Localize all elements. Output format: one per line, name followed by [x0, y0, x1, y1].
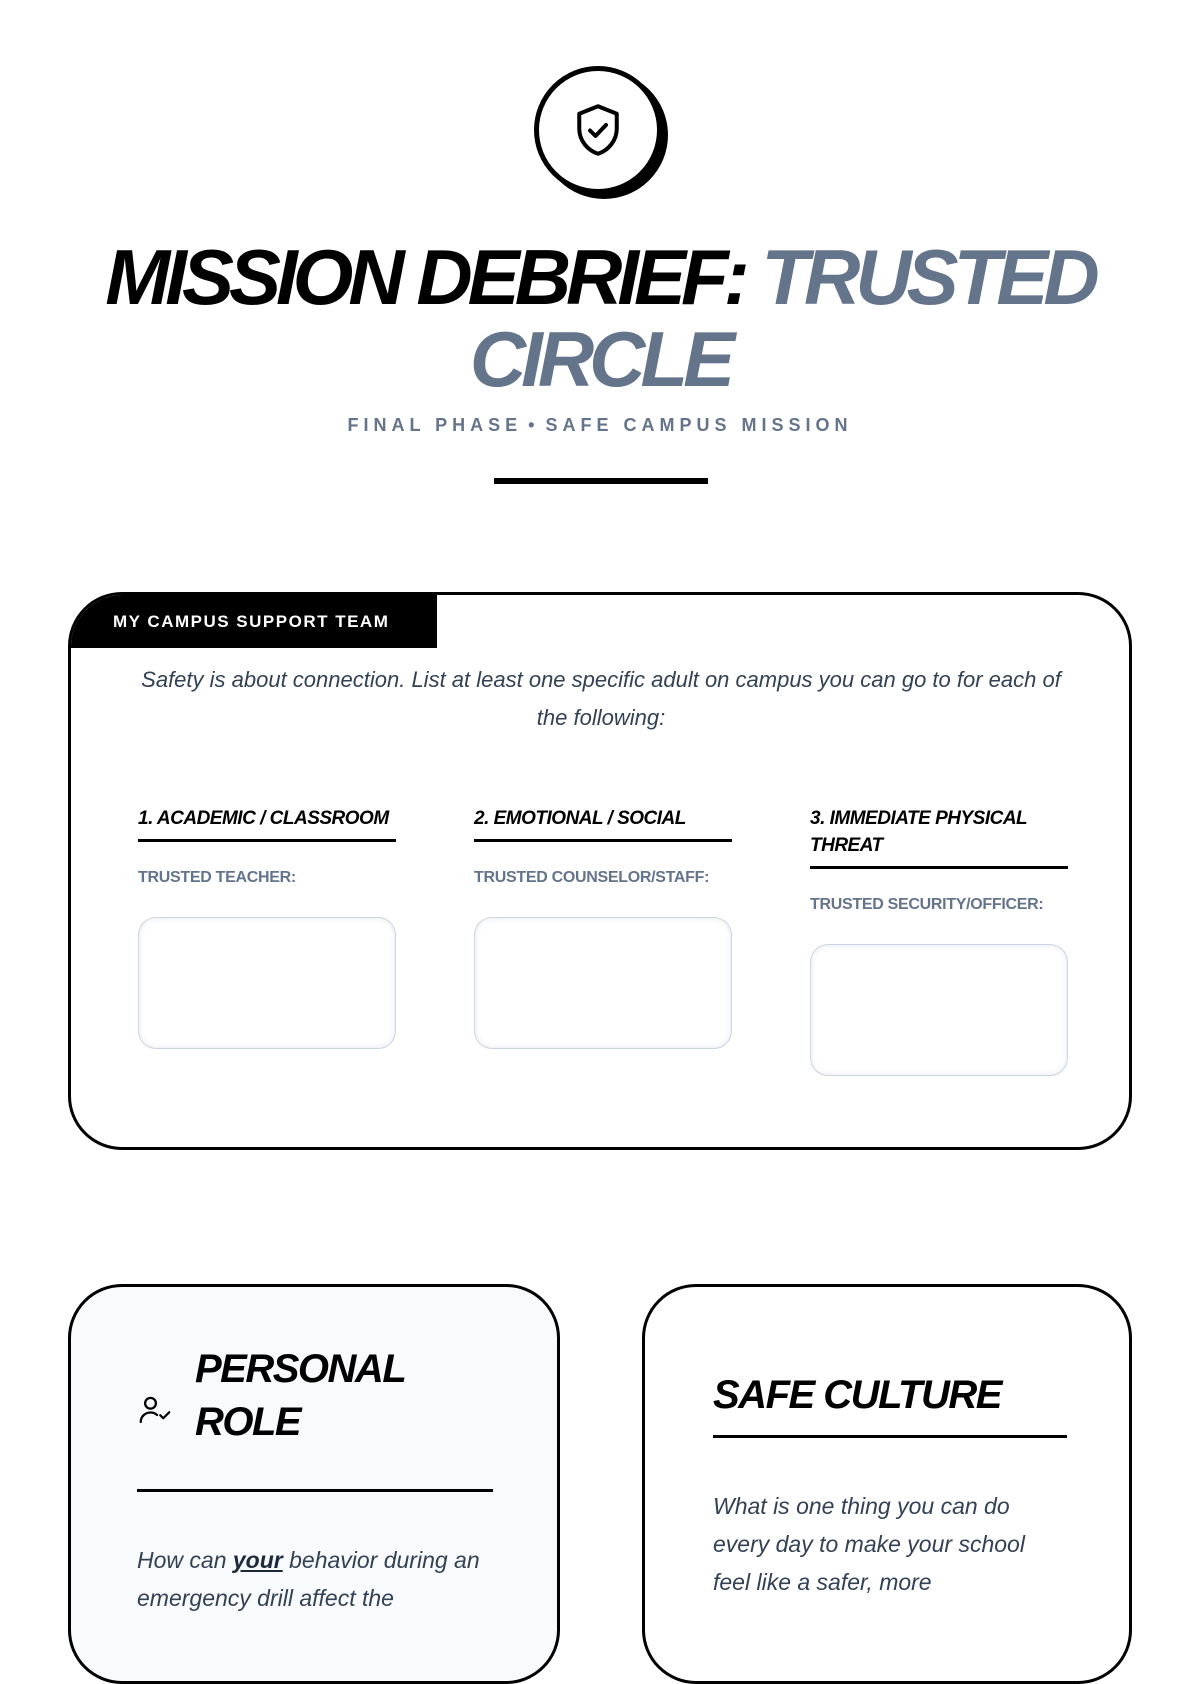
field-label: TRUSTED COUNSELOR/STAFF:: [474, 869, 710, 886]
column-heading: 2. EMOTIONAL / SOCIAL: [474, 805, 732, 842]
question-emphasis: your: [232, 1547, 283, 1573]
trusted-teacher-field[interactable]: [138, 917, 396, 1049]
personal-role-card: [68, 1284, 560, 1684]
shield-check-icon: [568, 100, 628, 160]
header-divider: [494, 478, 708, 484]
logo: [534, 66, 672, 204]
support-team-card: [68, 592, 1132, 1150]
title-accent: TRUSTED CIRCLE: [469, 233, 1095, 403]
personal-role-divider: [137, 1489, 493, 1492]
subtitle-separator: •: [528, 415, 540, 435]
field-label: TRUSTED TEACHER:: [138, 869, 296, 886]
support-team-intro: Safety is about connection. List at least one specific adult on campus you can go to for each of the following:: [141, 667, 1061, 730]
column-emotional: [474, 805, 732, 1049]
safe-culture-divider: [713, 1435, 1067, 1438]
personal-role-title: PERSONAL ROLE: [195, 1347, 405, 1444]
subtitle-left: FINAL PHASE: [347, 415, 523, 435]
support-team-tab: MY CAMPUS SUPPORT TEAM: [71, 595, 437, 648]
question-post: behavior during an emergency drill affect the: [137, 1547, 480, 1611]
field-label: TRUSTED SECURITY/OFFICER:: [810, 896, 1044, 913]
page-title: [60, 233, 1140, 403]
personal-role-question: [137, 1541, 493, 1617]
trusted-counselor-field[interactable]: [474, 917, 732, 1049]
column-physical-threat: [810, 805, 1068, 1076]
safe-culture-title: SAFE CULTURE: [713, 1373, 1001, 1417]
trusted-security-field[interactable]: [810, 944, 1068, 1076]
logo-badge: [534, 66, 662, 194]
subtitle-right: SAFE CAMPUS MISSION: [545, 415, 853, 435]
page-subtitle: [0, 415, 1200, 436]
column-heading: 3. IMMEDIATE PHYSICAL THREAT: [810, 805, 1068, 869]
column-academic: [138, 805, 396, 1049]
safe-culture-card: [642, 1284, 1132, 1684]
title-main: MISSION DEBRIEF:: [105, 233, 745, 321]
question-pre: How can: [137, 1547, 233, 1573]
safe-culture-question: What is one thing you can do every day to make your school feel like a safer, more: [713, 1493, 1025, 1595]
column-heading: 1. ACADEMIC / CLASSROOM: [138, 805, 396, 842]
user-check-icon: [137, 1392, 173, 1428]
